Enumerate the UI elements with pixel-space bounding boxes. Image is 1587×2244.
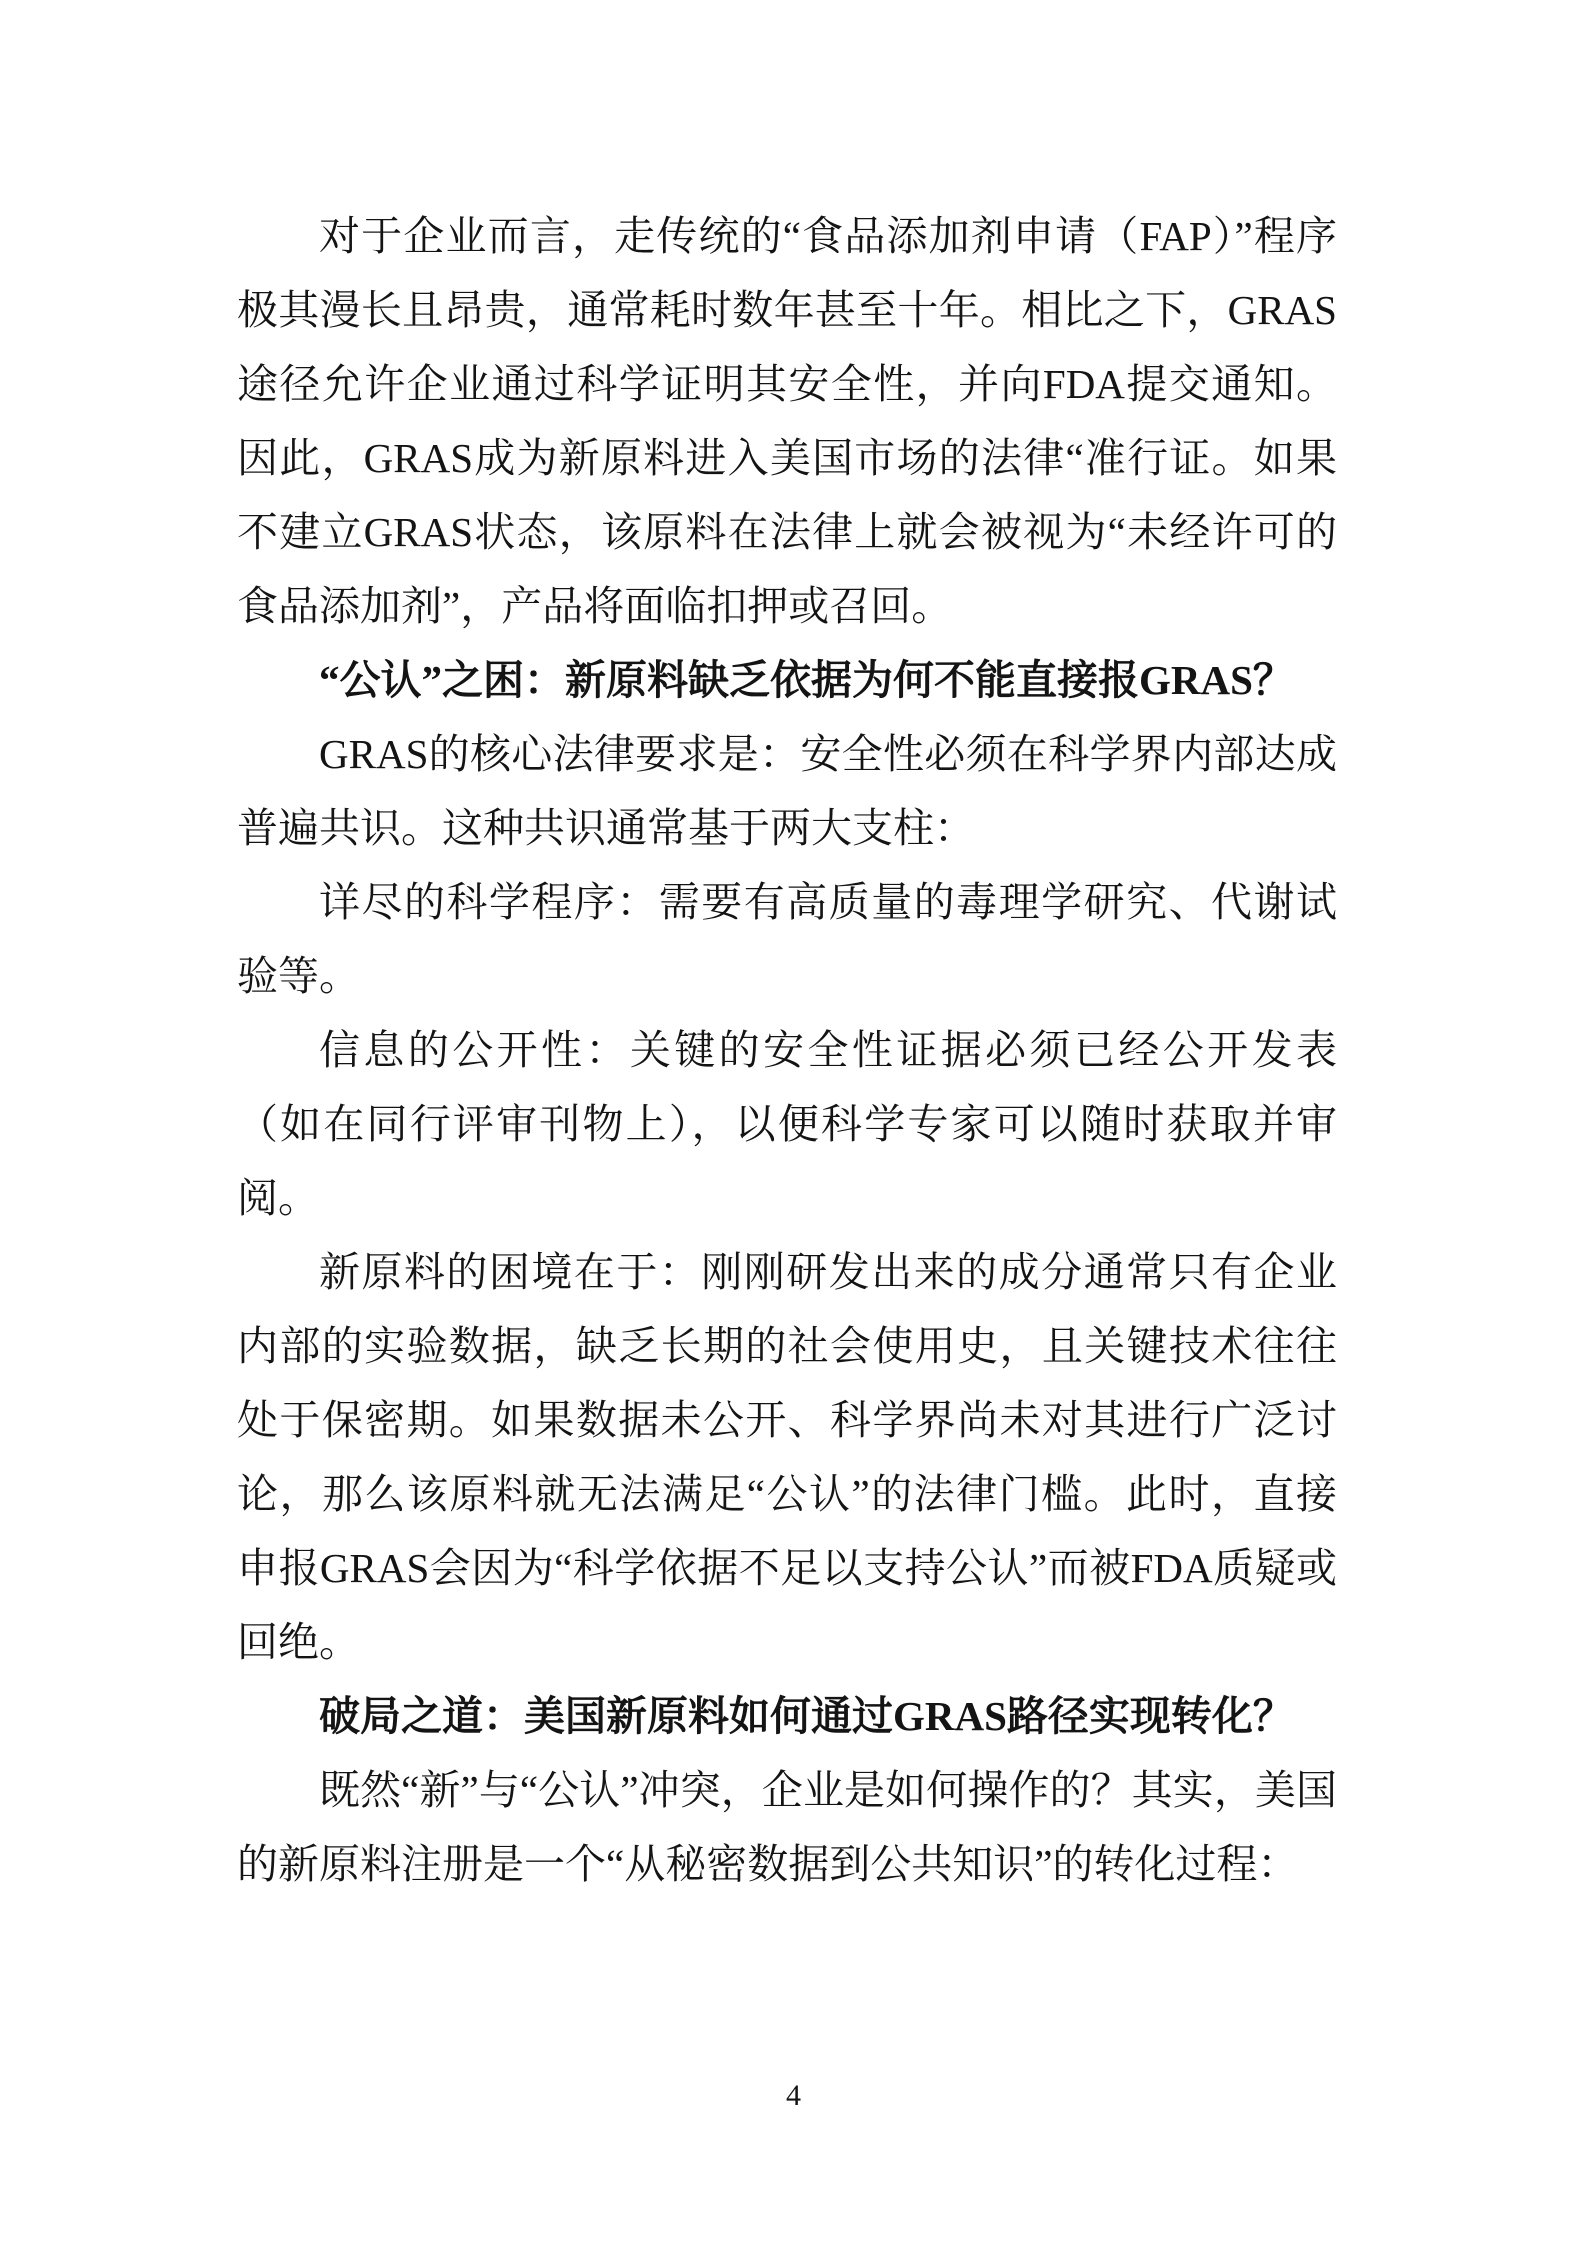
body-paragraph: 新原料的困境在于：刚刚研发出来的成分通常只有企业内部的实验数据，缺乏长期的社会使用史，且关键技术往往处于保密期。如果数据未公开、科学界尚未对其进行广泛讨论，那么该原料就无法满足“公认”的法律门槛。此时，直接申报GRAS会因为“科学依据不足以支持公认”而被FDA质疑或回绝。 <box>237 1249 1337 1665</box>
body-paragraph: 对于企业而言，走传统的“食品添加剂申请（FAP）”程序极其漫长且昂贵，通常耗时数年甚至十年。相比之下，GRAS途径允许企业通过科学证明其安全性，并向FDA提交通知。因此，GRAS成为新原料进入美国市场的法律“准行证。如果不建立GRAS状态，该原料在法律上就会被视为“未经许可的食品添加剂”，产品将面临扣押或召回。 <box>237 213 1337 629</box>
body-paragraph: 详尽的科学程序：需要有高质量的毒理学研究、代谢试验等。 <box>237 879 1337 999</box>
page-number: 4 <box>786 2079 801 2112</box>
section-heading: 破局之道：美国新原料如何通过GRAS路径实现转化？ <box>319 1693 1294 1739</box>
section-heading: “公认”之困：新原料缺乏依据为何不能直接报GRAS？ <box>319 657 1294 703</box>
body-paragraph: 既然“新”与“公认”冲突，企业是如何操作的？其实，美国的新原料注册是一个“从秘密数据到公共知识”的转化过程： <box>237 1767 1337 1887</box>
body-paragraph: GRAS的核心法律要求是：安全性必须在科学界内部达成普遍共识。这种共识通常基于两大支柱： <box>237 731 1337 851</box>
document-body <box>237 199 1337 1901</box>
page-footer <box>0 2078 1587 2114</box>
body-paragraph: 信息的公开性：关键的安全性证据必须已经公开发表（如在同行评审刊物上），以便科学专家可以随时获取并审阅。 <box>237 1027 1337 1221</box>
